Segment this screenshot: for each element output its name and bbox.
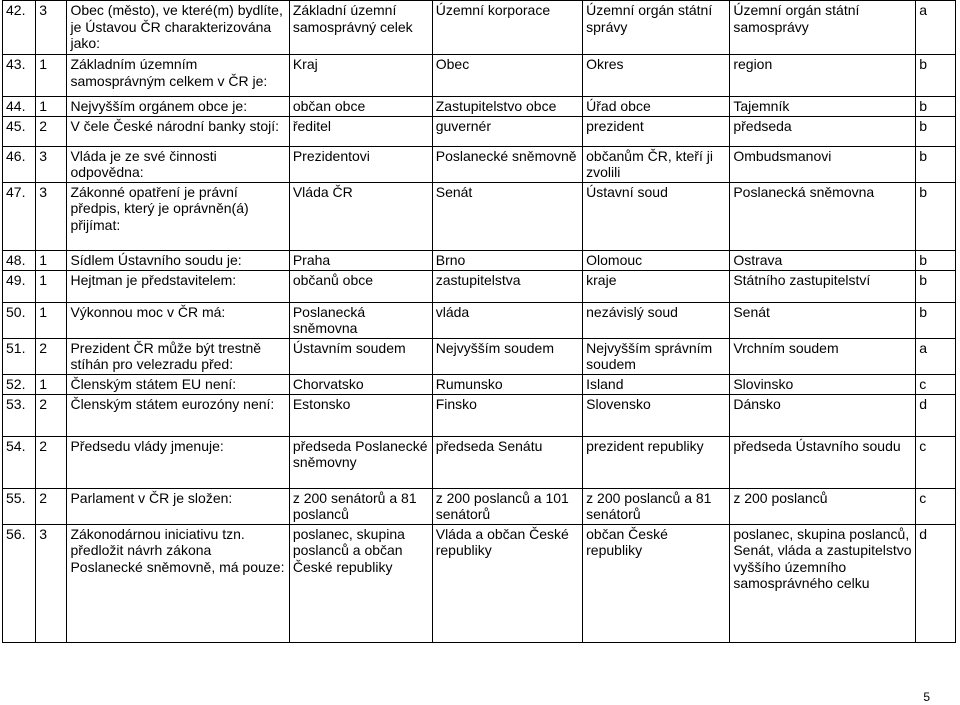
question-points: 3 <box>36 524 67 642</box>
question-points: 1 <box>36 374 67 394</box>
correct-answer: c <box>916 488 956 524</box>
correct-answer: b <box>916 250 956 270</box>
answer-option-b: guvernér <box>432 116 582 146</box>
question-text: Obec (město), ve které(m) bydlíte, je Ústavou ČR charakterizována jako: <box>67 1 289 55</box>
correct-answer: c <box>916 374 956 394</box>
answer-option-d: Senát <box>730 302 916 338</box>
question-number: 46. <box>3 146 36 182</box>
question-number: 48. <box>3 250 36 270</box>
question-points: 3 <box>36 146 67 182</box>
page-number: 5 <box>923 690 930 704</box>
answer-option-c: Nejvyšším správním soudem <box>583 338 730 374</box>
question-table <box>2 0 956 643</box>
answer-option-d: Vrchním soudem <box>730 338 916 374</box>
correct-answer: d <box>916 524 956 642</box>
table-row <box>3 436 956 488</box>
answer-option-c: Slovensko <box>583 394 730 436</box>
question-points: 3 <box>36 182 67 250</box>
answer-option-b: předseda Senátu <box>432 436 582 488</box>
answer-option-d: Poslanecká sněmovna <box>730 182 916 250</box>
answer-option-b: Zastupitelstvo obce <box>432 97 582 117</box>
answer-option-d: předseda <box>730 116 916 146</box>
question-number: 50. <box>3 302 36 338</box>
answer-option-c: Ústavní soud <box>583 182 730 250</box>
question-text: V čele České národní banky stojí: <box>67 116 289 146</box>
answer-option-c: občanům ČR, kteří ji zvolili <box>583 146 730 182</box>
table-row <box>3 250 956 270</box>
answer-option-d: region <box>730 55 916 97</box>
answer-option-b: Nejvyšším soudem <box>432 338 582 374</box>
correct-answer: b <box>916 302 956 338</box>
answer-option-a: předseda Poslanecké sněmovny <box>289 436 432 488</box>
question-number: 51. <box>3 338 36 374</box>
question-text: Předsedu vlády jmenuje: <box>67 436 289 488</box>
question-text: Prezident ČR může být trestně stíhán pro velezradu před: <box>67 338 289 374</box>
question-points: 2 <box>36 436 67 488</box>
question-points: 1 <box>36 97 67 117</box>
answer-option-a: Praha <box>289 250 432 270</box>
answer-option-c: prezident <box>583 116 730 146</box>
answer-option-b: Územní korporace <box>432 1 582 55</box>
answer-option-b: z 200 poslanců a 101 senátorů <box>432 488 582 524</box>
table-row <box>3 524 956 642</box>
answer-option-a: ředitel <box>289 116 432 146</box>
question-text: Výkonnou moc v ČR má: <box>67 302 289 338</box>
answer-option-c: Island <box>583 374 730 394</box>
answer-option-d: Ombudsmanovi <box>730 146 916 182</box>
correct-answer: b <box>916 55 956 97</box>
answer-option-b: Poslanecké sněmovně <box>432 146 582 182</box>
answer-option-a: poslanec, skupina poslanců a občan České republiky <box>289 524 432 642</box>
answer-option-d: Územní orgán státní samosprávy <box>730 1 916 55</box>
answer-option-d: Tajemník <box>730 97 916 117</box>
answer-option-b: Vláda a občan České republiky <box>432 524 582 642</box>
table-row <box>3 338 956 374</box>
answer-option-c: prezident republiky <box>583 436 730 488</box>
question-text: Sídlem Ústavního soudu je: <box>67 250 289 270</box>
correct-answer: b <box>916 97 956 117</box>
answer-option-d: z 200 poslanců <box>730 488 916 524</box>
question-number: 42. <box>3 1 36 55</box>
question-points: 1 <box>36 250 67 270</box>
answer-option-d: Slovinsko <box>730 374 916 394</box>
answer-option-b: zastupitelstva <box>432 270 582 302</box>
question-number: 43. <box>3 55 36 97</box>
question-number: 56. <box>3 524 36 642</box>
question-number: 49. <box>3 270 36 302</box>
correct-answer: c <box>916 436 956 488</box>
answer-option-b: Senát <box>432 182 582 250</box>
answer-option-c: Úřad obce <box>583 97 730 117</box>
answer-option-d: Dánsko <box>730 394 916 436</box>
answer-option-d: Ostrava <box>730 250 916 270</box>
question-points: 1 <box>36 302 67 338</box>
answer-option-a: z 200 senátorů a 81 poslanců <box>289 488 432 524</box>
answer-option-c: nezávislý soud <box>583 302 730 338</box>
correct-answer: b <box>916 182 956 250</box>
question-points: 2 <box>36 488 67 524</box>
question-number: 52. <box>3 374 36 394</box>
answer-option-b: Rumunsko <box>432 374 582 394</box>
question-text: Vláda je ze své činnosti odpovědna: <box>67 146 289 182</box>
question-number: 55. <box>3 488 36 524</box>
answer-option-c: občan České republiky <box>583 524 730 642</box>
question-number: 44. <box>3 97 36 117</box>
correct-answer: d <box>916 394 956 436</box>
answer-option-a: Základní územní samosprávný celek <box>289 1 432 55</box>
question-text: Členským státem eurozóny není: <box>67 394 289 436</box>
question-text: Členským státem EU není: <box>67 374 289 394</box>
answer-option-a: Kraj <box>289 55 432 97</box>
answer-option-a: Estonsko <box>289 394 432 436</box>
table-row <box>3 1 956 55</box>
answer-option-b: Brno <box>432 250 582 270</box>
question-number: 54. <box>3 436 36 488</box>
question-points: 3 <box>36 1 67 55</box>
table-row <box>3 182 956 250</box>
question-points: 2 <box>36 394 67 436</box>
answer-option-c: z 200 poslanců a 81 senátorů <box>583 488 730 524</box>
answer-option-a: občanů obce <box>289 270 432 302</box>
question-text: Hejtman je představitelem: <box>67 270 289 302</box>
table-row <box>3 55 956 97</box>
correct-answer: b <box>916 116 956 146</box>
question-text: Parlament v ČR je složen: <box>67 488 289 524</box>
table-row <box>3 270 956 302</box>
answer-option-d: poslanec, skupina poslanců, Senát, vláda a zastupitelstvo vyššího územního samosprávného celku <box>730 524 916 642</box>
table-row <box>3 146 956 182</box>
question-points: 2 <box>36 116 67 146</box>
correct-answer: a <box>916 338 956 374</box>
answer-option-a: Vláda ČR <box>289 182 432 250</box>
answer-option-c: Územní orgán státní správy <box>583 1 730 55</box>
answer-option-b: Finsko <box>432 394 582 436</box>
question-text: Nejvyšším orgánem obce je: <box>67 97 289 117</box>
question-text: Základním územním samosprávným celkem v ČR je: <box>67 55 289 97</box>
table-row <box>3 97 956 117</box>
correct-answer: b <box>916 270 956 302</box>
correct-answer: a <box>916 1 956 55</box>
correct-answer: b <box>916 146 956 182</box>
table-row <box>3 488 956 524</box>
question-text: Zákonné opatření je právní předpis, který je oprávněn(á) přijímat: <box>67 182 289 250</box>
question-text: Zákonodárnou iniciativu tzn. předložit návrh zákona Poslanecké sněmovně, má pouze: <box>67 524 289 642</box>
table-row <box>3 374 956 394</box>
answer-option-a: Poslanecká sněmovna <box>289 302 432 338</box>
question-number: 45. <box>3 116 36 146</box>
answer-option-d: Státního zastupitelství <box>730 270 916 302</box>
table-row <box>3 394 956 436</box>
answer-option-a: občan obce <box>289 97 432 117</box>
question-number: 47. <box>3 182 36 250</box>
answer-option-c: kraje <box>583 270 730 302</box>
question-points: 1 <box>36 55 67 97</box>
table-row <box>3 116 956 146</box>
answer-option-b: vláda <box>432 302 582 338</box>
question-points: 2 <box>36 338 67 374</box>
answer-option-a: Chorvatsko <box>289 374 432 394</box>
answer-option-d: předseda Ústavního soudu <box>730 436 916 488</box>
answer-option-c: Olomouc <box>583 250 730 270</box>
answer-option-a: Prezidentovi <box>289 146 432 182</box>
question-number: 53. <box>3 394 36 436</box>
table-row <box>3 302 956 338</box>
answer-option-c: Okres <box>583 55 730 97</box>
answer-option-b: Obec <box>432 55 582 97</box>
question-points: 1 <box>36 270 67 302</box>
answer-option-a: Ústavním soudem <box>289 338 432 374</box>
